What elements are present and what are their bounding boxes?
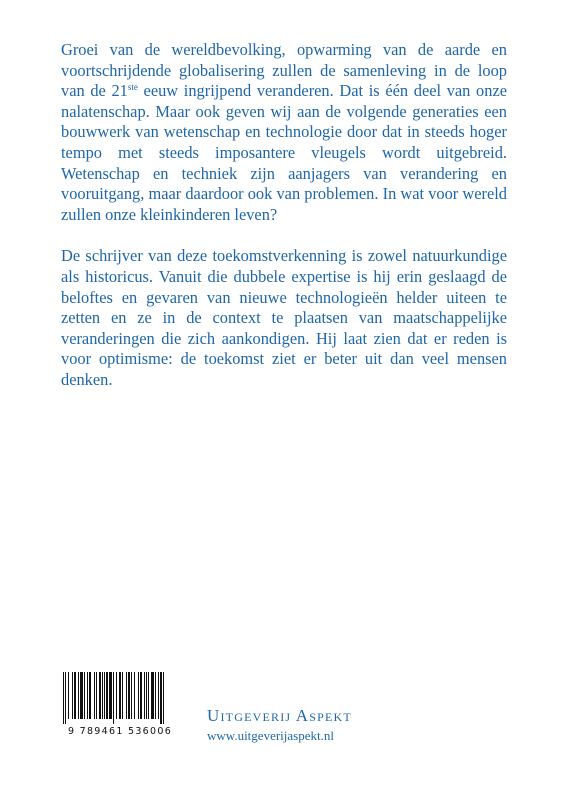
- barcode-bar: [63, 672, 64, 724]
- barcode-bar: [155, 672, 156, 719]
- barcode-bar: [148, 672, 149, 719]
- barcode-bar: [113, 672, 114, 724]
- barcode-bar: [102, 672, 103, 719]
- blurb-paragraph-1: [61, 40, 507, 225]
- barcode-bar: [72, 672, 73, 719]
- barcode-bar: [146, 672, 147, 719]
- barcode-bars: [61, 672, 179, 724]
- barcode-bar: [126, 672, 127, 719]
- barcode-bar: [109, 672, 112, 719]
- cover-blurb: [61, 40, 507, 391]
- barcode-bar: [128, 672, 130, 719]
- barcode-bar: [78, 672, 79, 719]
- barcode-bar: [160, 672, 162, 724]
- isbn-barcode: [61, 672, 179, 738]
- barcode-bar: [151, 672, 154, 719]
- barcode-bar: [144, 672, 145, 719]
- barcode-bar: [158, 672, 159, 719]
- blurb-paragraph-1-rest: eeuw ingrijpend veranderen. Dat is één deel van onze nalatenschap. Maar ook geven wij aan de volgende generaties een bouwwerk van wetenschap en technologie door dat in steeds hoger tempo met steeds imposantere vleugels wordt uitgebreid. Wetenschap en techniek zijn aanjagers van verandering en vooruitgang, maar daardoor ook van problemen. In wat voor wereld zullen onze kleinkinderen leven?: [61, 81, 507, 224]
- barcode-bar: [65, 672, 66, 724]
- barcode-bar: [116, 672, 117, 719]
- blurb-paragraph-2: De schrijver van deze toekomstverkenning is zowel natuurkundige als historicus. Vanuit die dubbele expertise is hij erin geslaagd de beloftes en gevaren van nieuwe technologieën helder uiteen te zetten en ze in de context te plaatsen van maatschappelijke veranderingen die zich aankondigen. Hij laat zien dat er reden is voor optimisme: de toekomst ziet er beter uit dan veel mensen denken.: [61, 246, 507, 389]
- barcode-bar: [119, 672, 121, 719]
- barcode-bar: [104, 672, 105, 719]
- publisher-block: [207, 706, 352, 744]
- barcode-bar: [96, 672, 97, 719]
- barcode-bar: [131, 672, 132, 719]
- barcode-bar: [80, 672, 83, 719]
- barcode-bar: [122, 672, 123, 719]
- barcode-bar: [106, 672, 108, 719]
- barcode-bar: [74, 672, 76, 719]
- barcode-bar: [89, 672, 91, 719]
- century-ordinal-superscript: ste: [127, 82, 138, 93]
- barcode-bar: [68, 672, 69, 719]
- isbn-number: 9 789461 536006: [67, 726, 173, 737]
- barcode-bar: [163, 672, 164, 724]
- barcode-bar: [87, 672, 88, 719]
- barcode-bar: [84, 672, 85, 719]
- barcode-bar: [99, 672, 101, 719]
- barcode-bar: [94, 672, 95, 719]
- barcode-bar: [134, 672, 135, 719]
- blurb-paragraph-1-start: Groei van de wereldbevolking, opwarming van de aarde en voortschrijdende globalisering zullen de samenleving in de loop van de 21: [61, 40, 507, 101]
- barcode-bar: [138, 672, 139, 719]
- publisher-name: Uitgeverij Aspekt: [207, 706, 352, 725]
- barcode-bar: [140, 672, 142, 719]
- publisher-website: www.uitgeverijaspekt.nl: [207, 728, 334, 743]
